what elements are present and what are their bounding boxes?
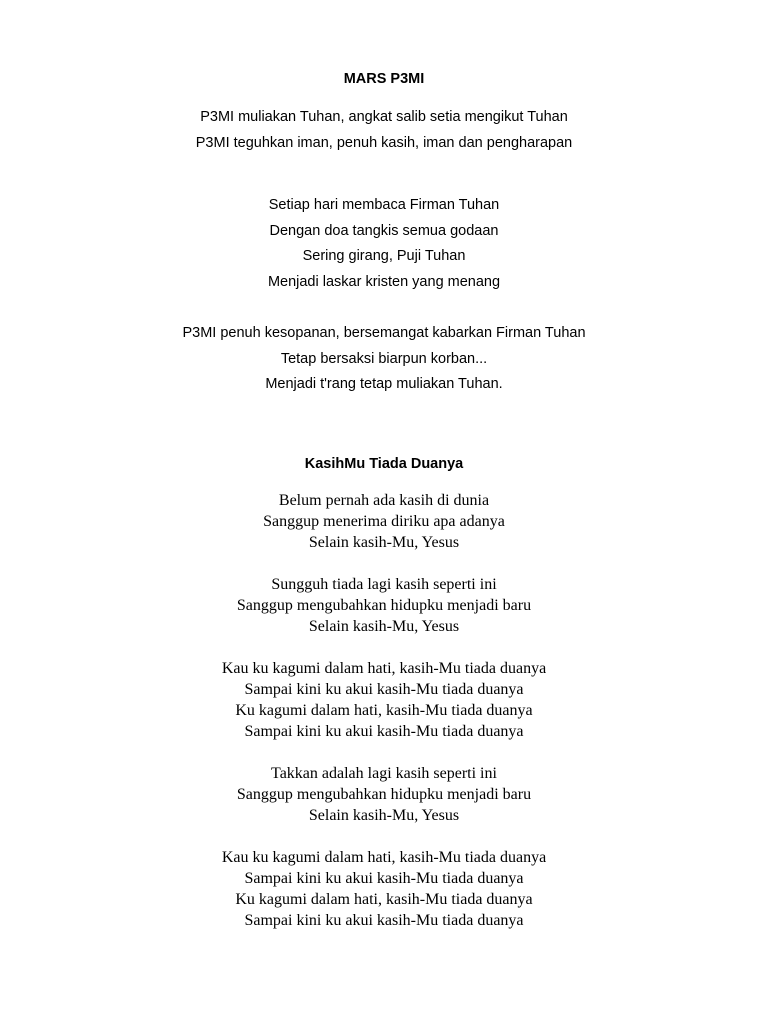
stanza bbox=[0, 763, 768, 826]
lyric-line: Tetap bersaksi biarpun korban... bbox=[280, 350, 488, 367]
lyric-line: Sering girang, Puji Tuhan bbox=[302, 248, 466, 264]
lyric-line: Sanggup mengubahkan hidupku menjadi baru bbox=[236, 597, 532, 614]
lyric-line: Sungguh tiada lagi kasih seperti ini bbox=[271, 576, 497, 593]
lyric-line: P3MI muliakan Tuhan, angkat salib setia mengikut Tuhan bbox=[200, 109, 568, 125]
stanza bbox=[0, 490, 768, 553]
lyric-line: Kau ku kagumi dalam hati, kasih-Mu tiada duanya bbox=[221, 849, 547, 866]
lyric-line: Takkan adalah lagi kasih seperti ini bbox=[271, 765, 497, 782]
lyric-line: Setiap hari membaca Firman Tuhan bbox=[268, 197, 500, 213]
lyric-line: Selain kasih-Mu, Yesus bbox=[308, 618, 460, 635]
lyric-line: Sanggup menerima diriku apa adanya bbox=[263, 513, 505, 530]
song-title: MARS P3MI bbox=[343, 71, 425, 87]
lyric-line: Sampai kini ku akui kasih-Mu tiada duanya bbox=[244, 723, 524, 740]
lyric-line: Menjadi t'rang tetap muliakan Tuhan. bbox=[265, 376, 503, 392]
lyric-line: Ku kagumi dalam hati, kasih-Mu tiada duanya bbox=[235, 891, 533, 908]
lyric-line: Dengan doa tangkis semua godaan bbox=[269, 222, 499, 239]
lyric-line: Belum pernah ada kasih di dunia bbox=[278, 492, 490, 509]
lyric-line: Menjadi laskar kristen yang menang bbox=[267, 273, 501, 290]
stanza bbox=[0, 105, 768, 156]
lyric-line: P3MI teguhkan iman, penuh kasih, iman dan pengharapan bbox=[195, 134, 573, 151]
lyric-line: Sampai kini ku akui kasih-Mu tiada duanya bbox=[244, 870, 524, 887]
stanza bbox=[0, 658, 768, 742]
lyric-line: Selain kasih-Mu, Yesus bbox=[308, 807, 460, 824]
lyric-line: Sampai kini ku akui kasih-Mu tiada duanya bbox=[244, 912, 524, 929]
stanza bbox=[0, 847, 768, 931]
lyric-line: Selain kasih-Mu, Yesus bbox=[308, 534, 460, 551]
lyric-line: Sanggup mengubahkan hidupku menjadi baru bbox=[236, 786, 532, 803]
song-kasihmu-tiada-duanya bbox=[0, 455, 768, 952]
lyric-line: P3MI penuh kesopanan, bersemangat kabarkan Firman Tuhan bbox=[182, 325, 586, 341]
stanza bbox=[0, 193, 768, 295]
lyric-line: Sampai kini ku akui kasih-Mu tiada duanya bbox=[244, 681, 524, 698]
song-mars-p3mi bbox=[0, 70, 768, 424]
lyric-line: Kau ku kagumi dalam hati, kasih-Mu tiada duanya bbox=[221, 660, 547, 677]
lyric-line: Ku kagumi dalam hati, kasih-Mu tiada duanya bbox=[235, 702, 533, 719]
song-title: KasihMu Tiada Duanya bbox=[304, 456, 464, 472]
stanza bbox=[0, 574, 768, 637]
stanza bbox=[0, 321, 768, 398]
